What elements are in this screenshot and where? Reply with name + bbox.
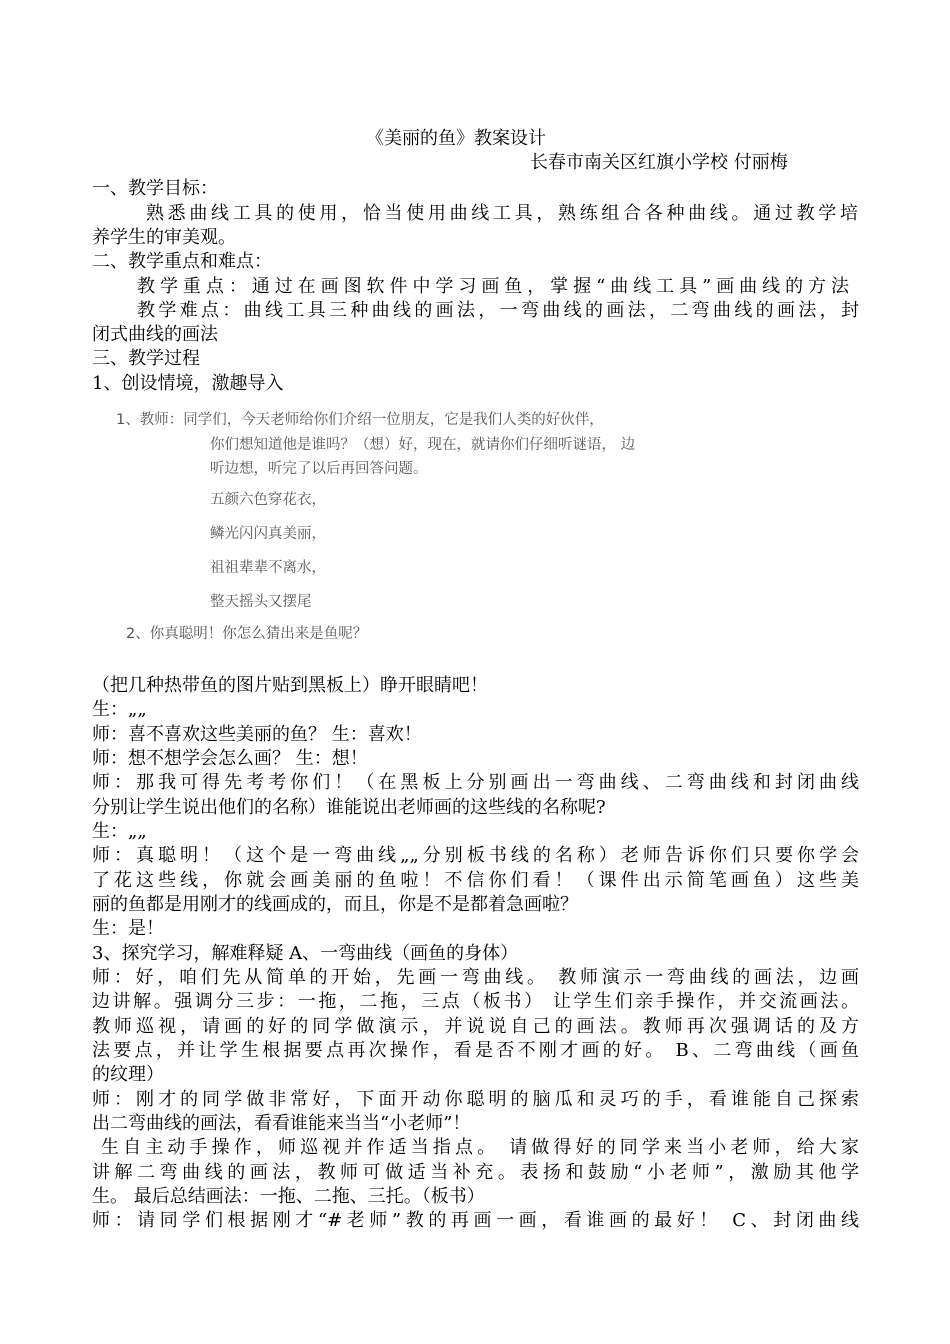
body-line: 熟悉曲线工具的使用，恰当使用曲线工具，熟练组合各种曲线。通过教学培	[146, 203, 858, 224]
riddle-image	[116, 402, 796, 652]
riddle-line: 你们想知道他是谁吗？（想）好，现在，就请你们仔细听谜语， 边	[210, 437, 636, 453]
body-line: 生。 最后总结画法：一拖、二拖、三托。（板书）	[92, 1186, 485, 1207]
body-line: 养学生的审美观。	[92, 227, 236, 248]
body-line: 丽的鱼都是用刚才的线画成的，而且，你是不是都着急画啦？	[92, 894, 578, 915]
body-line: 师：喜不喜欢这些美丽的鱼？ 生：喜欢！	[92, 724, 422, 745]
body-line: 师：刚才的同学做非常好，下面开动你聪明的脑瓜和灵巧的手，看谁能自己探索	[92, 1089, 859, 1110]
riddle-line: 五颜六色穿花衣，	[210, 492, 326, 508]
subheading-intro: 1、创设情境，激趣导入	[92, 373, 284, 394]
body-line: 的纹理）	[92, 1064, 164, 1085]
body-line: 出二弯曲线的画法，看看谁能来当当“小老师”！	[92, 1113, 471, 1134]
body-line: 讲解二弯曲线的画法，教师可做适当补充。表扬和鼓励“小老师”，激励其他学	[92, 1162, 859, 1183]
body-line: 生：„„	[92, 821, 147, 842]
body-line: 师：请同学们根据刚才“#老师”教的再画一画，看谁画的最好！ C、封闭曲线	[92, 1210, 859, 1231]
riddle-line: 1、教师：同学们，今天老师给你们介绍一位朋友，它是我们人类的好伙伴，	[116, 412, 604, 428]
body-line: 教学难点：曲线工具三种曲线的画法，一弯曲线的画法，二弯曲线的画法，封	[137, 300, 859, 321]
heading-process: 三、教学过程	[92, 348, 200, 369]
riddle-line: 鳞光闪闪真美丽，	[210, 526, 326, 542]
riddle-line: 祖祖辈辈不离水，	[210, 560, 326, 576]
body-line: 教学重点：通过在画图软件中学习画鱼，掌握“曲线工具”画曲线的方法	[137, 276, 849, 297]
body-line: 生自主动手操作，师巡视并作适当指点。 请做得好的同学来当小老师，给大家	[101, 1137, 859, 1158]
body-line: 了花这些线，你就会画美丽的鱼啦！不信你们看！（课件出示简笔画鱼）这些美	[92, 870, 859, 891]
body-line: 师：那我可得先考考你们！（在黑板上分别画出一弯曲线、二弯曲线和封闭曲线	[92, 772, 859, 793]
riddle-line: 整天摇头又摆尾	[210, 594, 312, 610]
body-line: 师：想不想学会怎么画？ 生：想！	[92, 748, 368, 769]
riddle-line: 2、你真聪明！你怎么猜出来是鱼呢？	[126, 626, 368, 642]
doc-author: 长春市南关区红旗小学校 付丽梅	[530, 152, 788, 173]
heading-objectives: 一、教学目标：	[92, 178, 218, 199]
body-line: 边讲解。强调分三步：一拖，二拖，三点（板书） 让学生们亲手操作，并交流画法。	[92, 991, 859, 1012]
body-line: 师：好，咱们先从简单的开始，先画一弯曲线。 教师演示一弯曲线的画法，边画	[92, 967, 859, 988]
body-line: 生：„„	[92, 699, 147, 720]
heading-key-points: 二、教学重点和难点：	[92, 251, 272, 272]
body-line: 师：真聪明！（这个是一弯曲线„„分别板书线的名称）老师告诉你们只要你学会	[92, 845, 859, 866]
body-line: 教师巡视，请画的好的同学做演示，并说说自己的画法。教师再次强调话的及方	[92, 1016, 859, 1037]
body-line: 生：是！	[92, 918, 164, 939]
doc-title: 《美丽的鱼》教案设计	[366, 128, 546, 149]
subheading-explore: 3、探究学习，解难释疑 A、一弯曲线（画鱼的身体）	[92, 943, 519, 964]
body-line: 闭式曲线的画法	[92, 324, 218, 345]
body-line: 分别让学生说出他们的名称）谁能说出老师画的这些线的名称呢?	[92, 797, 606, 818]
body-line: （把几种热带鱼的图片贴到黑板上）睁开眼睛吧！	[92, 675, 488, 696]
body-line: 法要点，并让学生根据要点再次操作，看是否不刚才画的好。 B、二弯曲线（画鱼	[92, 1040, 859, 1061]
riddle-line: 听边想，听完了以后再回答问题。	[210, 461, 428, 477]
